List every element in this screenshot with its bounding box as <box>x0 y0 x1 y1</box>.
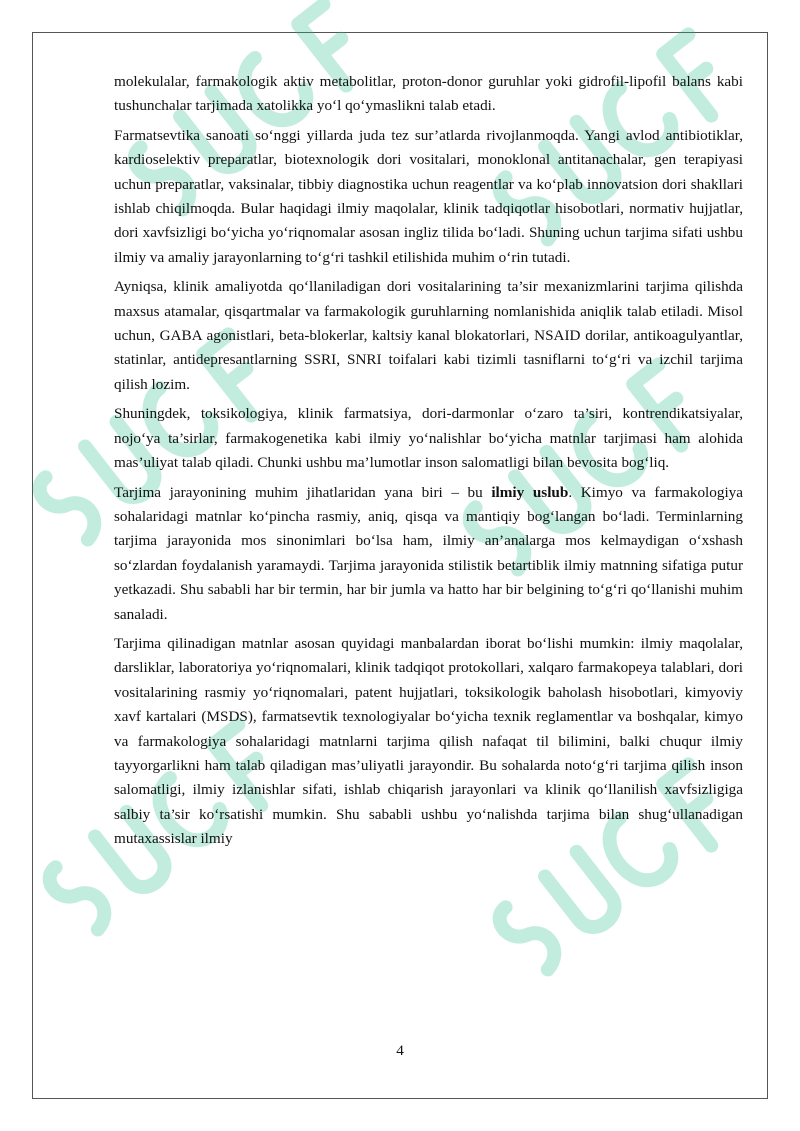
paragraph-3: Ayniqsa, klinik amaliyotda qo‘llaniladigan dori vositalarining ta’sir mexanizmlarini tarjima qilishda maxsus atamalar, qisqartmalar va farmakologik guruhlarning nomlanishida aniqlik talab etiladi. Misol uchun, GABA agonistlari, beta-blokerlar, kaltsiy kanal blokatorlari, NSAID dorilar, antikoagulyantlar, statinlar, antidepresantlarning SSRI, SNRI toifalari kabi tizimli tasniflarni to‘g‘ri va izchil tarjima qilish lozim. <box>114 278 743 393</box>
document-body <box>114 70 743 857</box>
paragraph-1: molekulalar, farmakologik aktiv metabolitlar, proton-donor guruhlar yoki gidrofil-lipofil balans kabi tushunchalar tarjimada xatolikka yo‘l qo‘ymaslikni talab etadi. <box>114 73 743 115</box>
bold-term: ilmiy uslub <box>491 483 569 501</box>
paragraph-4: Shuningdek, toksikologiya, klinik farmatsiya, dori-darmonlar o‘zaro ta’siri, kontrendikatsiyalar, nojo‘ya ta’sirlar, farmakogenetika kabi ilmiy yo‘nalishlar bo‘yicha matnlar tarjimasi ham alohida mas’uliyat talab qiladi. Chunki ushbu ma’lumotlar inson salomatligi bilan bevosita bog‘liq. <box>114 405 743 472</box>
page-number: 4 <box>396 1042 404 1059</box>
paragraph-5 <box>114 481 743 627</box>
paragraph-6: Tarjima qilinadigan matnlar asosan quyidagi manbalardan iborat bo‘lishi mumkin: ilmiy maqolalar, darsliklar, laboratoriya yo‘riqnomalari, klinik tadqiqot protokollari, xalqaro farmakopeya talablari, dori vositalarining rasmiy yo‘riqnomalari, patent hujjatlari, toksikologik baholash hisobotlari, kimyoviy xavf kartalari (MSDS), farmatsevtik texnologiyalar bo‘yicha texnik reglamentlar va boshqalar, kimyo va farmakologiya sohalaridagi matnlarni tarjima qilish nafaqat til bilimini, balki chuqur ilmiy tayyorgarlikni ham talab qiladigan mas’uliyatli jarayondir. Bu sohalarda noto‘g‘ri tarjima qilish inson salomatligi, ilmiy izlanishlar sifati, ishlab chiqarish jarayonlari va klinik qo‘llanilish xavfsizligiga salbiy ta’sir ko‘rsatishi mumkin. Shu sababli ushbu yo‘nalishda tarjima bilan shug‘ullanadigan mutaxassislar ilmiy <box>114 634 743 848</box>
paragraph-5-after: . Kimyo va farmakologiya sohalaridagi matnlar ko‘pincha rasmiy, aniq, qisqa va mantiqiy bog‘langan bo‘ladi. Terminlarning tarjima jarayonida mos sinonimlari bo‘lsa ham, ilmiy an’analarga mos kelmaydigan o‘xshash so‘zlardan foydalanish yaramaydi. Tarjima jarayonida stilistik betartiblik ilmiy matnning sifatiga putur yetkazadi. Shu sababli har bir termin, har bir jumla va hatto har bir belgining to‘g‘ri qo‘llanishi muhim sanaladi. <box>114 483 743 623</box>
paragraph-2: Farmatsevtika sanoati so‘nggi yillarda juda tez sur’atlarda rivojlanmoqda. Yangi avlod antibiotiklar, kardioselektiv preparatlar, biotexnologik dori vositalari, monoklonal antitanachalar, gen terapiyasi uchun preparatlar, vaksinalar, tibbiy diagnostika uchun reagentlar va ko‘plab innovatsion dori shakllari ishlab chiqilmoqda. Bular haqidagi ilmiy maqolalar, klinik tadqiqotlar hisobotlari, normativ hujjatlar, dori xavfsizligi bo‘yicha yo‘riqnomalar asosan ingliz tilida bo‘ladi. Shuning uchun tarjima sifati ushbu ilmiy va amaliy jarayonlarning to‘g‘ri tashkil etilishida muhim o‘rin tutadi. <box>114 126 743 266</box>
paragraph-5-before: Tarjima jarayonining muhim jihatlaridan yana biri – bu <box>114 483 492 501</box>
